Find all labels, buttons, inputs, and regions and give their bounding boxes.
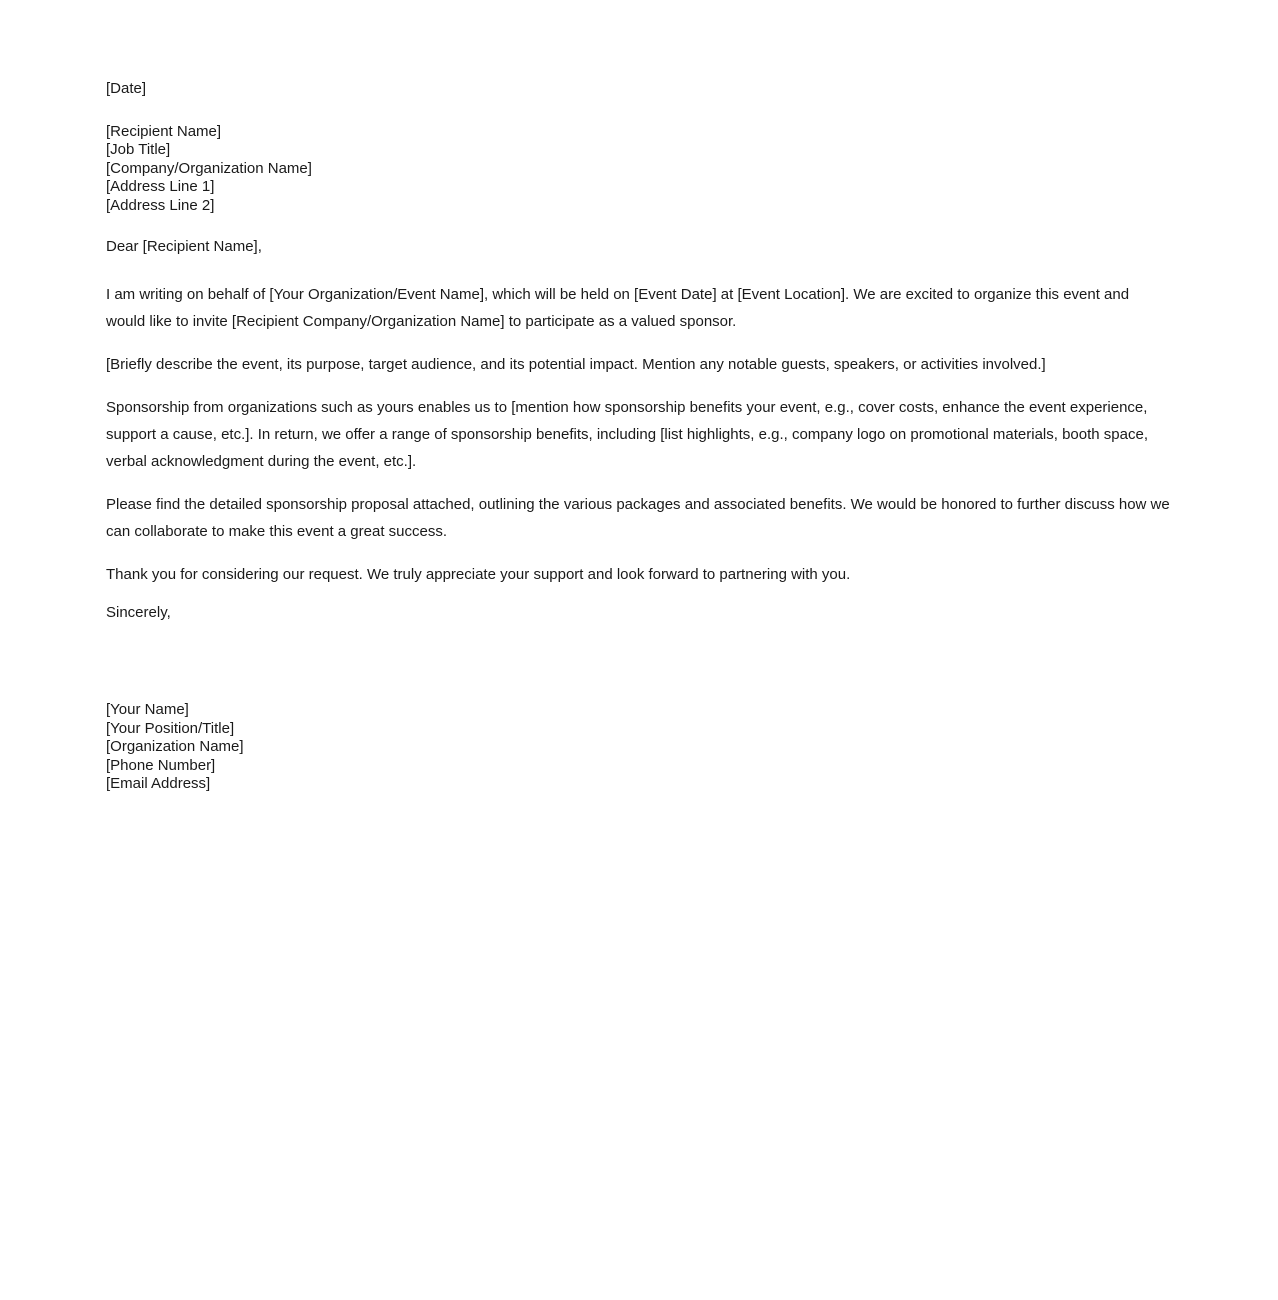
sender-organization-placeholder: [Organization Name] <box>106 738 244 755</box>
paragraph-thanks: Thank you for considering our request. We truly appreciate your support and look forward to partnering with you. <box>106 565 851 583</box>
recipient-name-placeholder: [Recipient Name] <box>106 122 222 140</box>
recipient-address-line-1-placeholder: [Address Line 1] <box>106 178 215 195</box>
sponsorship-letter <box>106 80 1172 794</box>
paragraph-proposal: Please find the detailed sponsorship proposal attached, outlining the various packages and associated benefits. We would be honored to further discuss how we can collaborate to make this event a great success. <box>106 495 1170 540</box>
salutation: Dear [Recipient Name], <box>106 238 262 255</box>
paragraph-intro: I am writing on behalf of [Your Organization/Event Name], which will be held on [Event Date] at [Event Location]. We are excited to organize this event and would like to invite [Recipient Company/Organization Name] to participate as a valued sponsor. <box>106 285 1130 330</box>
date-block <box>106 80 1172 99</box>
sender-name-placeholder: [Your Name] <box>106 701 189 718</box>
paragraph-sponsorship-benefits: Sponsorship from organizations such as yours enables us to [mention how sponsorship benefits your event, e.g., cover costs, enhance the event experience, support a cause, etc.]. In return, we offer a range of sponsorship benefits, including [list highlights, e.g., company logo on promotional materials, booth space, verbal acknowledgment during the event, etc.]. <box>106 398 1148 470</box>
recipient-address-line-2-placeholder: [Address Line 2] <box>106 196 215 214</box>
recipient-address-block <box>106 123 1172 216</box>
sender-phone-placeholder: [Phone Number] <box>106 756 216 774</box>
signature-block <box>106 701 1172 794</box>
paragraph-event-description: [Briefly describe the event, its purpose, target audience, and its potential impact. Mention any notable guests, speakers, or activities involved.] <box>106 355 1046 373</box>
closing: Sincerely, <box>106 603 171 621</box>
recipient-company-placeholder: [Company/Organization Name] <box>106 159 312 177</box>
recipient-job-title-placeholder: [Job Title] <box>106 141 171 158</box>
date-placeholder: [Date] <box>106 80 147 97</box>
sender-email-placeholder: [Email Address] <box>106 775 211 792</box>
sender-position-placeholder: [Your Position/Title] <box>106 719 235 737</box>
